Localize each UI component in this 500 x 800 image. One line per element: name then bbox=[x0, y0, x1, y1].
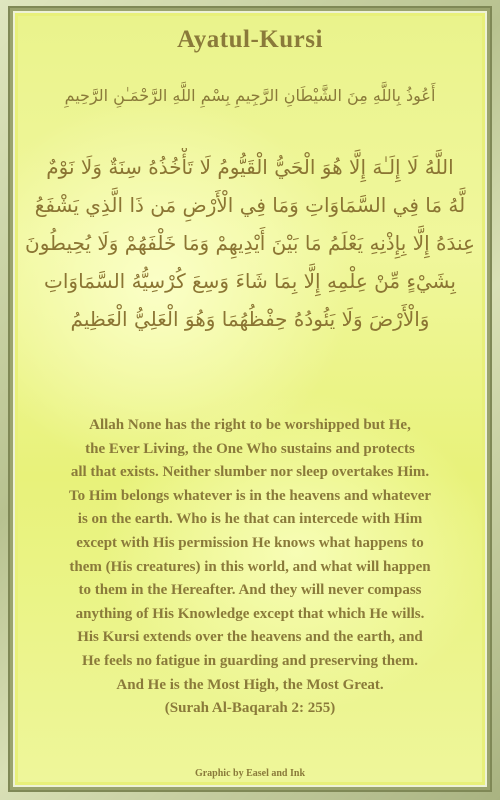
translation-line: is on the earth. Who is he that can intercede with Him bbox=[77, 511, 423, 528]
arabic-verse-line: لَّهُ مَا فِي السَّمَاوَاتِ وَمَا فِي الْأَرْضِ مَن ذَا الَّذِي يَشْفَعُ bbox=[34, 193, 466, 217]
translation-line: to them in the Hereafter. And they will never compass bbox=[78, 582, 422, 599]
translation-line: And He is the Most High, the Most Great. bbox=[116, 676, 384, 693]
translation-line: except with His permission He knows what happens to bbox=[76, 534, 424, 551]
arabic-verse bbox=[24, 148, 476, 338]
translation-line: To Him belongs whatever is in the heavens and whatever bbox=[68, 487, 432, 504]
verse-reference: (Surah Al-Baqarah 2: 255) bbox=[164, 700, 336, 717]
translation-line: them (His creatures) in this world, and what will happen bbox=[69, 558, 431, 575]
arabic-verse-line: عِندَهُ إِلَّا بِإِذْنِهِ يَعْلَمُ مَا بَيْنَ أَيْدِيهِمْ وَمَا خَلْفَهُمْ وَلَا يُحِيطُونَ bbox=[25, 231, 475, 255]
translation-line: anything of His Knowledge except that which He wills. bbox=[75, 605, 425, 622]
translation-line: He feels no fatigue in guarding and preserving them. bbox=[82, 652, 418, 669]
page-title: Ayatul-Kursi bbox=[177, 26, 323, 53]
arabic-verse-line: وَالْأَرْضَ وَلَا يَئُودُهُ حِفْظُهُمَا وَهُوَ الْعَلِيُّ الْعَظِيمُ bbox=[70, 307, 430, 331]
translation-line: the Ever Living, the One Who sustains and protects bbox=[85, 440, 415, 457]
arabic-verse-line: بِشَيْءٍ مِّنْ عِلْمِهِ إِلَّا بِمَا شَاءَ وَسِعَ كُرْسِيُّهُ السَّمَاوَاتِ bbox=[44, 269, 456, 293]
arabic-verse-line: اللَّهُ لَا إِلَـٰهَ إِلَّا هُوَ الْحَيُّ الْقَيُّومُ لَا تَأْخُذُهُ سِنَةٌ وَلَا نَوْمٌ bbox=[46, 155, 454, 179]
translation-line: all that exists. Neither slumber nor sleep overtakes Him. bbox=[70, 464, 430, 481]
translation-line: Allah None has the right to be worshipped but He, bbox=[89, 417, 411, 433]
english-translation bbox=[22, 414, 478, 721]
graphic-credit: Graphic by Easel and Ink bbox=[194, 768, 306, 779]
istiadha-basmala-line: أَعُوذُ بِاللَّهِ مِنَ الشَّيْطَانِ الرَّجِيمِ بِسْمِ اللَّهِ الرَّحْمَـٰنِ الرَّحِيمِ bbox=[64, 86, 436, 105]
content-panel bbox=[18, 16, 482, 782]
translation-line: His Kursi extends over the heavens and the earth, and bbox=[77, 629, 423, 646]
